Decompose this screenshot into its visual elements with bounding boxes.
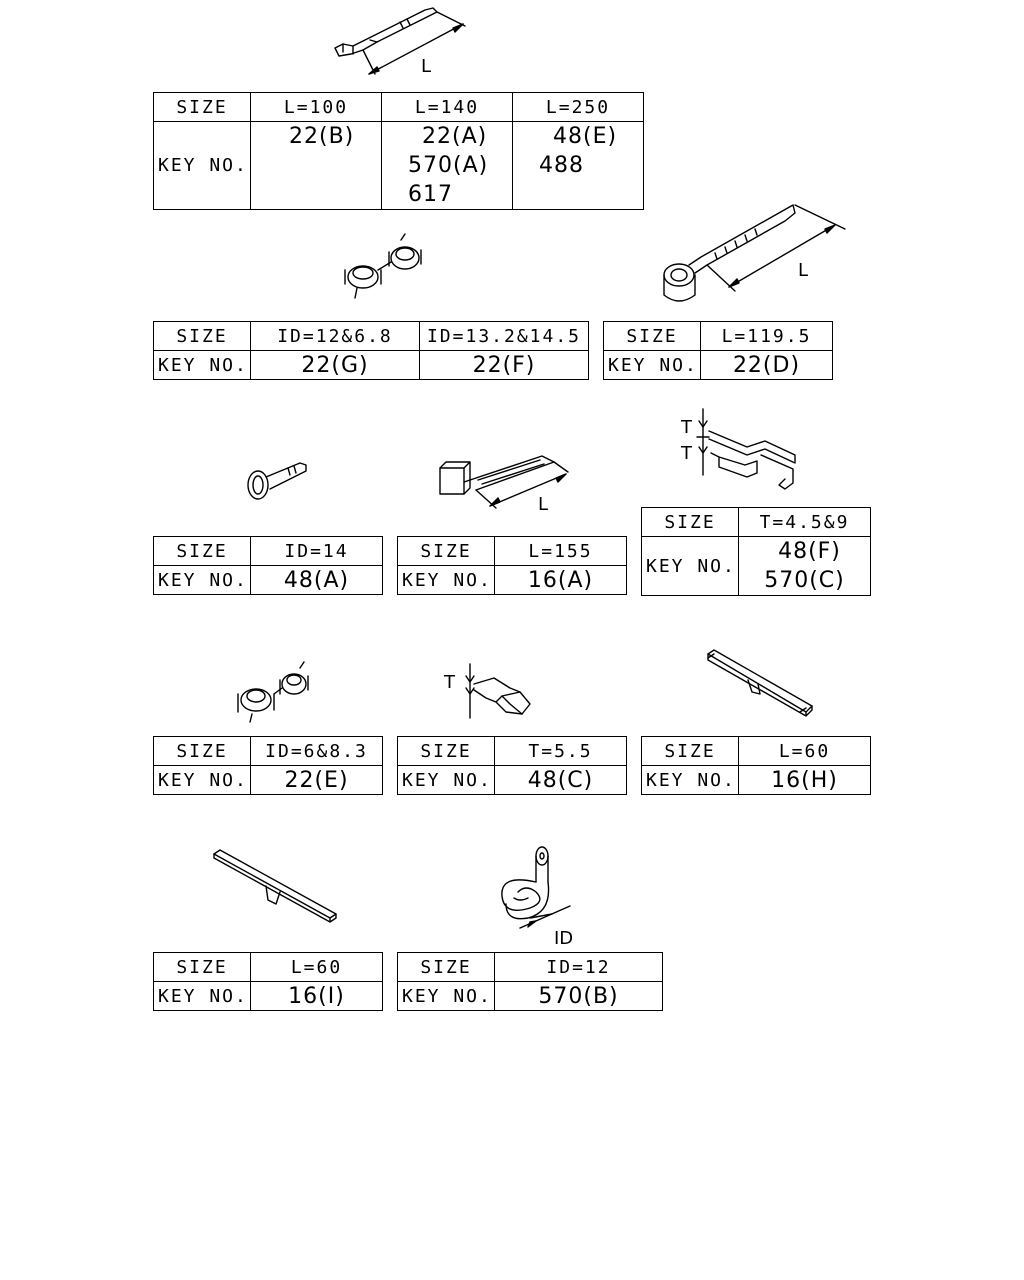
flat-bar-clip-b-illustration [208, 848, 343, 926]
key-no-header: KEY NO. [154, 982, 251, 1011]
dim-label-L: L [538, 494, 549, 515]
size-header: SIZE [154, 737, 251, 766]
ring-band-clip-illustration [655, 195, 850, 310]
spec-table-loop-clamp [397, 952, 663, 1011]
size-header: SIZE [398, 537, 495, 566]
key-no-value: 48(E) [553, 124, 618, 149]
key-no-header: KEY NO. [642, 537, 739, 596]
size-value: T=5.5 [495, 737, 627, 766]
size-header: SIZE [642, 737, 739, 766]
key-no-value: 22(G) [251, 351, 420, 380]
size-header: SIZE [154, 322, 251, 351]
key-no-value: 16(I) [251, 982, 383, 1011]
double-clamp-small-illustration [230, 660, 325, 725]
spec-table-double-clamp-large [153, 321, 589, 380]
key-no-header: KEY NO. [154, 351, 251, 380]
size-value: ID=14 [251, 537, 383, 566]
size-header: SIZE [398, 953, 495, 982]
key-no-value: 16(H) [739, 766, 871, 795]
size-header: SIZE [154, 93, 251, 122]
key-no-value: 617 [408, 182, 453, 207]
double-clamp-large-illustration [335, 232, 430, 302]
size-value: ID=13.2&14.5 [420, 322, 589, 351]
eye-pin-illustration [240, 455, 315, 505]
spec-table-ring-band-clip [603, 321, 833, 380]
size-value: L=250 [513, 93, 644, 122]
key-no-header: KEY NO. [398, 766, 495, 795]
spec-table-edge-clip [397, 736, 627, 795]
key-no-value: 570(A) [408, 153, 489, 178]
key-no-value: 48(C) [495, 766, 627, 795]
key-no-header: KEY NO. [154, 566, 251, 595]
size-header: SIZE [154, 953, 251, 982]
spec-table-flat-bar-clip-a [641, 736, 871, 795]
edge-clip-illustration [440, 660, 540, 725]
key-no-value: 22(A) [422, 124, 488, 149]
flat-bar-clip-a-illustration [700, 648, 815, 720]
dim-label-L: L [798, 260, 809, 281]
size-value: ID=12&6.8 [251, 322, 420, 351]
dim-label-T2: T [681, 443, 692, 464]
dim-label-ID: ID [554, 928, 574, 947]
size-value: ID=12 [495, 953, 663, 982]
size-value: T=4.5&9 [739, 508, 871, 537]
size-value: L=60 [739, 737, 871, 766]
dim-label-T1: T [681, 417, 692, 438]
spec-table-flat-bar-clip-b [153, 952, 383, 1011]
spec-table-eye-pin [153, 536, 383, 595]
key-no-value: 22(F) [420, 351, 589, 380]
key-no-header: KEY NO. [642, 766, 739, 795]
loop-clamp-illustration [490, 842, 590, 947]
size-value: ID=6&8.3 [251, 737, 383, 766]
size-header: SIZE [398, 737, 495, 766]
size-value: L=60 [251, 953, 383, 982]
key-no-value: 488 [539, 153, 584, 178]
clip-band-illustration [430, 452, 580, 517]
key-no-value: 570(B) [495, 982, 663, 1011]
dim-label-L: L [421, 56, 432, 77]
key-no-header: KEY NO. [604, 351, 701, 380]
key-no-header: KEY NO. [154, 766, 251, 795]
size-value: L=140 [382, 93, 513, 122]
size-header: SIZE [154, 537, 251, 566]
band-clip-illustration [325, 0, 475, 85]
size-value: L=119.5 [701, 322, 833, 351]
size-header: SIZE [604, 322, 701, 351]
spec-table-clip-band [397, 536, 627, 595]
dim-label-T: T [444, 672, 455, 693]
key-no-value: 570(C) [764, 568, 845, 593]
spec-table-edge-clip-double [641, 507, 871, 596]
key-no-value: 48(F) [778, 539, 841, 564]
key-no-header: KEY NO. [398, 566, 495, 595]
key-no-value: 22(B) [289, 124, 355, 149]
spec-table-band-clip-long [153, 92, 644, 210]
key-no-header: KEY NO. [154, 122, 251, 210]
key-no-value: 22(D) [701, 351, 833, 380]
key-no-value: 48(A) [251, 566, 383, 595]
spec-table-double-clamp-small [153, 736, 383, 795]
key-no-value: 22(E) [251, 766, 383, 795]
size-value: L=100 [251, 93, 382, 122]
key-no-value: 16(A) [495, 566, 627, 595]
size-value: L=155 [495, 537, 627, 566]
key-no-header: KEY NO. [398, 982, 495, 1011]
edge-clip-double-illustration [675, 405, 810, 500]
size-header: SIZE [642, 508, 739, 537]
